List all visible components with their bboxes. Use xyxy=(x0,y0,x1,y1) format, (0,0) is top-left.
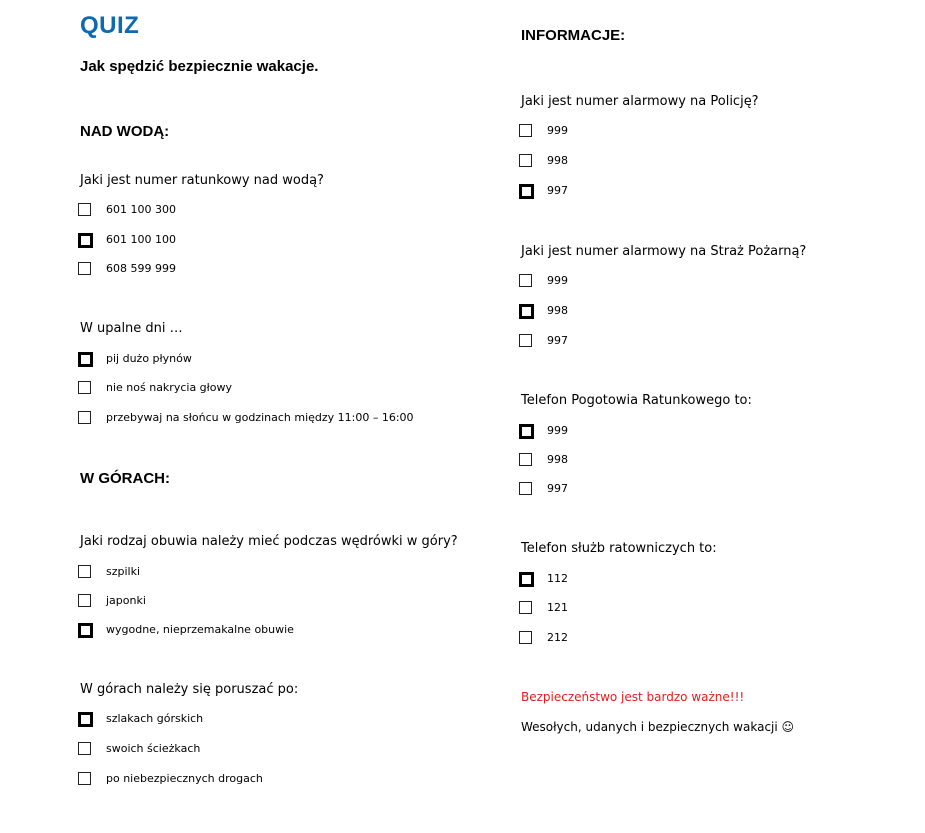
checkbox[interactable] xyxy=(519,601,532,614)
option-label: 998 xyxy=(547,453,568,466)
option-label: 998 xyxy=(547,304,568,317)
checkbox[interactable] xyxy=(78,594,91,607)
checkbox[interactable] xyxy=(519,154,532,167)
option-label: 112 xyxy=(547,572,568,585)
question-hot-days: W upalne dni … xyxy=(80,321,183,336)
section-mountains: W GÓRACH: xyxy=(80,470,170,487)
checkbox[interactable] xyxy=(78,262,91,275)
question-water-number: Jaki jest numer ratunkowy nad wodą? xyxy=(80,173,324,188)
checkbox-checked[interactable] xyxy=(519,184,534,199)
section-water: NAD WODĄ: xyxy=(80,123,170,140)
option-label: 608 599 999 xyxy=(106,262,176,275)
option-label: japonki xyxy=(106,594,146,607)
option-label: pij dużo płynów xyxy=(106,352,192,365)
checkbox-checked[interactable] xyxy=(519,304,534,319)
checkbox[interactable] xyxy=(78,565,91,578)
checkbox-checked[interactable] xyxy=(78,623,93,638)
option-label: 601 100 300 xyxy=(106,203,176,216)
option-label: szpilki xyxy=(106,565,141,578)
checkbox[interactable] xyxy=(519,631,532,644)
checkbox[interactable] xyxy=(519,482,532,495)
option-label: przebywaj na słońcu w godzinach między 11:00 – 16:00 xyxy=(106,411,414,424)
option-label: 999 xyxy=(547,124,568,137)
checkbox-checked[interactable] xyxy=(78,352,93,367)
option-label: 997 xyxy=(547,482,568,495)
option-label: wygodne, nieprzemakalne obuwie xyxy=(106,623,294,636)
option-label: 601 100 100 xyxy=(106,233,176,246)
checkbox[interactable] xyxy=(519,124,532,137)
option-label: po niebezpiecznych drogach xyxy=(106,772,263,785)
question-police-number: Jaki jest numer alarmowy na Policję? xyxy=(521,94,759,109)
checkbox-checked[interactable] xyxy=(78,712,93,727)
safety-warning: Bezpieczeństwo jest bardzo ważne!!! xyxy=(521,690,745,704)
checkbox-checked[interactable] xyxy=(78,233,93,248)
question-fire-number: Jaki jest numer alarmowy na Straż Pożarną? xyxy=(521,244,807,259)
option-label: 121 xyxy=(547,601,568,614)
checkbox[interactable] xyxy=(519,453,532,466)
checkbox[interactable] xyxy=(78,772,91,785)
option-label: nie noś nakrycia głowy xyxy=(106,381,233,394)
checkbox[interactable] xyxy=(78,742,91,755)
checkbox-checked[interactable] xyxy=(519,424,534,439)
question-footwear: Jaki rodzaj obuwia należy mieć podczas wędrówki w góry? xyxy=(80,534,458,549)
quiz-subtitle: Jak spędzić bezpiecznie wakacje. xyxy=(80,58,319,75)
option-label: 999 xyxy=(547,274,568,287)
option-label: 997 xyxy=(547,334,568,347)
option-label: 999 xyxy=(547,424,568,437)
question-ambulance-number: Telefon Pogotowia Ratunkowego to: xyxy=(521,393,752,408)
checkbox-checked[interactable] xyxy=(519,572,534,587)
option-label: 212 xyxy=(547,631,568,644)
checkbox[interactable] xyxy=(78,203,91,216)
option-label: 998 xyxy=(547,154,568,167)
checkbox[interactable] xyxy=(78,381,91,394)
checkbox[interactable] xyxy=(519,274,532,287)
info-title: INFORMACJE: xyxy=(521,27,626,44)
question-mountain-paths: W górach należy się poruszać po: xyxy=(80,682,299,697)
checkbox[interactable] xyxy=(519,334,532,347)
option-label: 997 xyxy=(547,184,568,197)
closing-message: Wesołych, udanych i bezpiecznych wakacji ☺ xyxy=(521,720,795,734)
checkbox[interactable] xyxy=(78,411,91,424)
option-label: swoich ścieżkach xyxy=(106,742,201,755)
question-emergency-number: Telefon służb ratowniczych to: xyxy=(521,541,717,556)
option-label: szlakach górskich xyxy=(106,712,204,725)
quiz-title: QUIZ xyxy=(80,12,140,39)
